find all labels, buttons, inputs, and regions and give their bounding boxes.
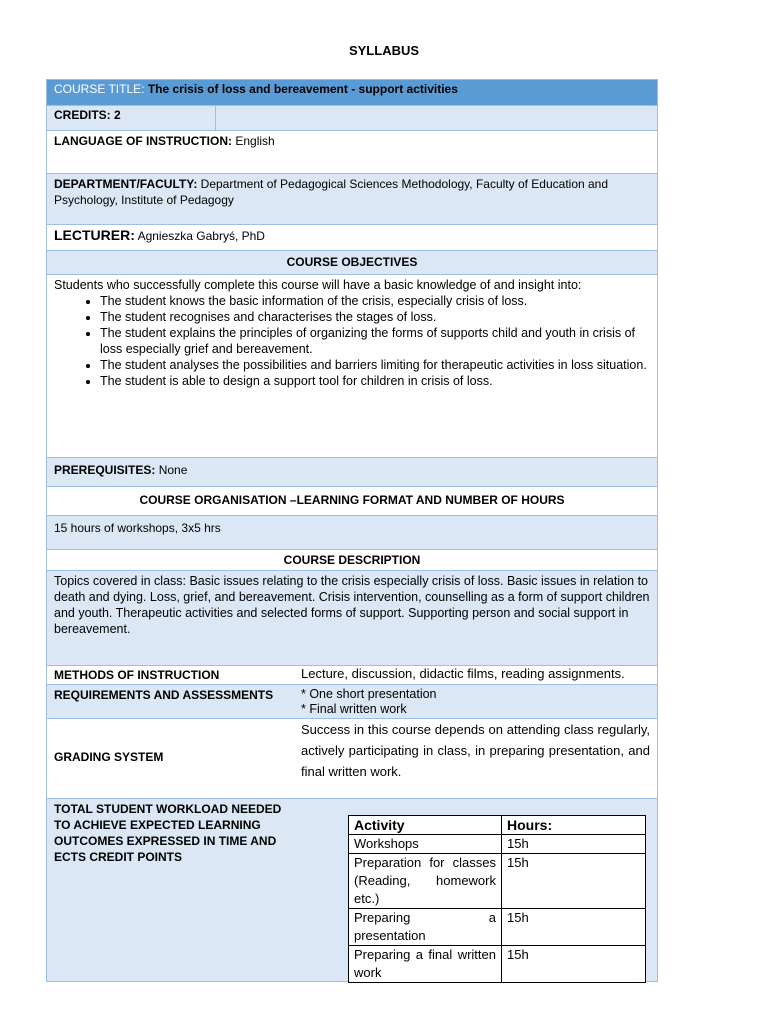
language-label: LANGUAGE OF INSTRUCTION: bbox=[54, 134, 232, 148]
hours-header: Hours: bbox=[502, 816, 646, 835]
objectives-list bbox=[54, 293, 650, 389]
activity-cell: Preparing a presentation bbox=[349, 909, 502, 946]
methods-value: Lecture, discussion, didactic films, reading assignments. bbox=[301, 666, 625, 681]
table-row bbox=[349, 835, 646, 854]
table-row bbox=[349, 946, 646, 983]
objectives-body bbox=[47, 274, 657, 457]
lecturer-label: LECTURER: bbox=[54, 227, 135, 243]
description-text: Topics covered in class: Basic issues relating to the crisis especially crisis of loss. Basic issues in relation to death and dying. Loss, grief, and bereavement. Crisis intervention, counselling as a form of support children and youth. Therapeutic activities and selected forms of support. Supporting person and social support in bereavement. bbox=[47, 570, 657, 665]
credits-row bbox=[47, 105, 657, 130]
requirement-item: * Final written work bbox=[301, 702, 407, 716]
workload-label: TOTAL STUDENT WORKLOAD NEEDED TO ACHIEVE EXPECTED LEARNING OUTCOMES EXPRESSED IN TIME AND ECTS CREDIT POINTS bbox=[54, 802, 282, 864]
objective-item: • The student is able to design a support tool for children in crisis of loss. bbox=[100, 373, 650, 389]
table-row bbox=[349, 854, 646, 909]
activity-header: Activity bbox=[349, 816, 502, 835]
language-row bbox=[47, 130, 657, 173]
activity-cell: Preparing a final written work bbox=[349, 946, 502, 983]
objective-item: • The student recognises and characterises the stages of loss. bbox=[100, 309, 650, 325]
objectives-heading: COURSE OBJECTIVES bbox=[47, 250, 657, 274]
workload-row bbox=[47, 798, 657, 981]
requirements-label: REQUIREMENTS AND ASSESSMENTS bbox=[54, 688, 274, 702]
table-row bbox=[349, 909, 646, 946]
objective-item: • The student knows the basic information of the crisis, especially crisis of loss. bbox=[100, 293, 650, 309]
activity-table bbox=[348, 815, 646, 983]
course-title-label: COURSE TITLE: bbox=[54, 82, 145, 96]
language-value: English bbox=[235, 134, 275, 148]
lecturer-value: Agnieszka Gabryś, PhD bbox=[137, 229, 265, 243]
document-title: SYLLABUS bbox=[348, 43, 420, 58]
hours-cell: 15h bbox=[502, 854, 646, 909]
activity-cell: Preparation for classes (Reading, homework etc.) bbox=[349, 854, 502, 909]
objectives-intro: Students who successfully complete this course will have a basic knowledge of and insight into: bbox=[54, 278, 582, 292]
hours-cell: 15h bbox=[502, 835, 646, 854]
prerequisites-label: PREREQUISITES: bbox=[54, 463, 156, 477]
prerequisites-value: None bbox=[158, 463, 188, 477]
credits-label: CREDITS: 2 bbox=[47, 106, 216, 130]
methods-row bbox=[47, 665, 657, 684]
methods-label: METHODS OF INSTRUCTION bbox=[54, 668, 220, 682]
grading-value: Success in this course depends on attending class regularly, actively participating in class, in preparing presentation, and final written work. bbox=[301, 722, 650, 779]
hours-cell: 15h bbox=[502, 909, 646, 946]
organisation-heading: COURSE ORGANISATION –LEARNING FORMAT AND NUMBER OF HOURS bbox=[47, 486, 657, 515]
grading-label: GRADING SYSTEM bbox=[54, 750, 164, 764]
organisation-value: 15 hours of workshops, 3x5 hrs bbox=[47, 515, 657, 549]
prerequisites-row bbox=[47, 457, 657, 486]
objective-item: • The student analyses the possibilities and barriers limiting for therapeutic activities in loss situation. bbox=[100, 357, 650, 373]
syllabus-table bbox=[46, 79, 658, 982]
grading-row bbox=[47, 718, 657, 798]
course-title-value: The crisis of loss and bereavement - support activities bbox=[147, 82, 458, 96]
department-row bbox=[47, 173, 657, 224]
activity-header-row bbox=[349, 816, 646, 835]
activity-cell: Workshops bbox=[349, 835, 502, 854]
course-title-row bbox=[47, 80, 657, 105]
description-heading: COURSE DESCRIPTION bbox=[47, 549, 657, 570]
hours-cell: 15h bbox=[502, 946, 646, 983]
department-label: DEPARTMENT/FACULTY: bbox=[54, 177, 198, 191]
requirement-item: * One short presentation bbox=[301, 687, 437, 701]
department-value: Department of Pedagogical Sciences Methodology, Faculty of Education and Psychology, Institute of Pedagogy bbox=[54, 177, 609, 207]
lecturer-row bbox=[47, 224, 657, 250]
objective-item: • The student explains the principles of organizing the forms of supports child and youth in crisis of loss especially grief and bereavement. bbox=[100, 325, 650, 357]
requirements-row bbox=[47, 684, 657, 718]
